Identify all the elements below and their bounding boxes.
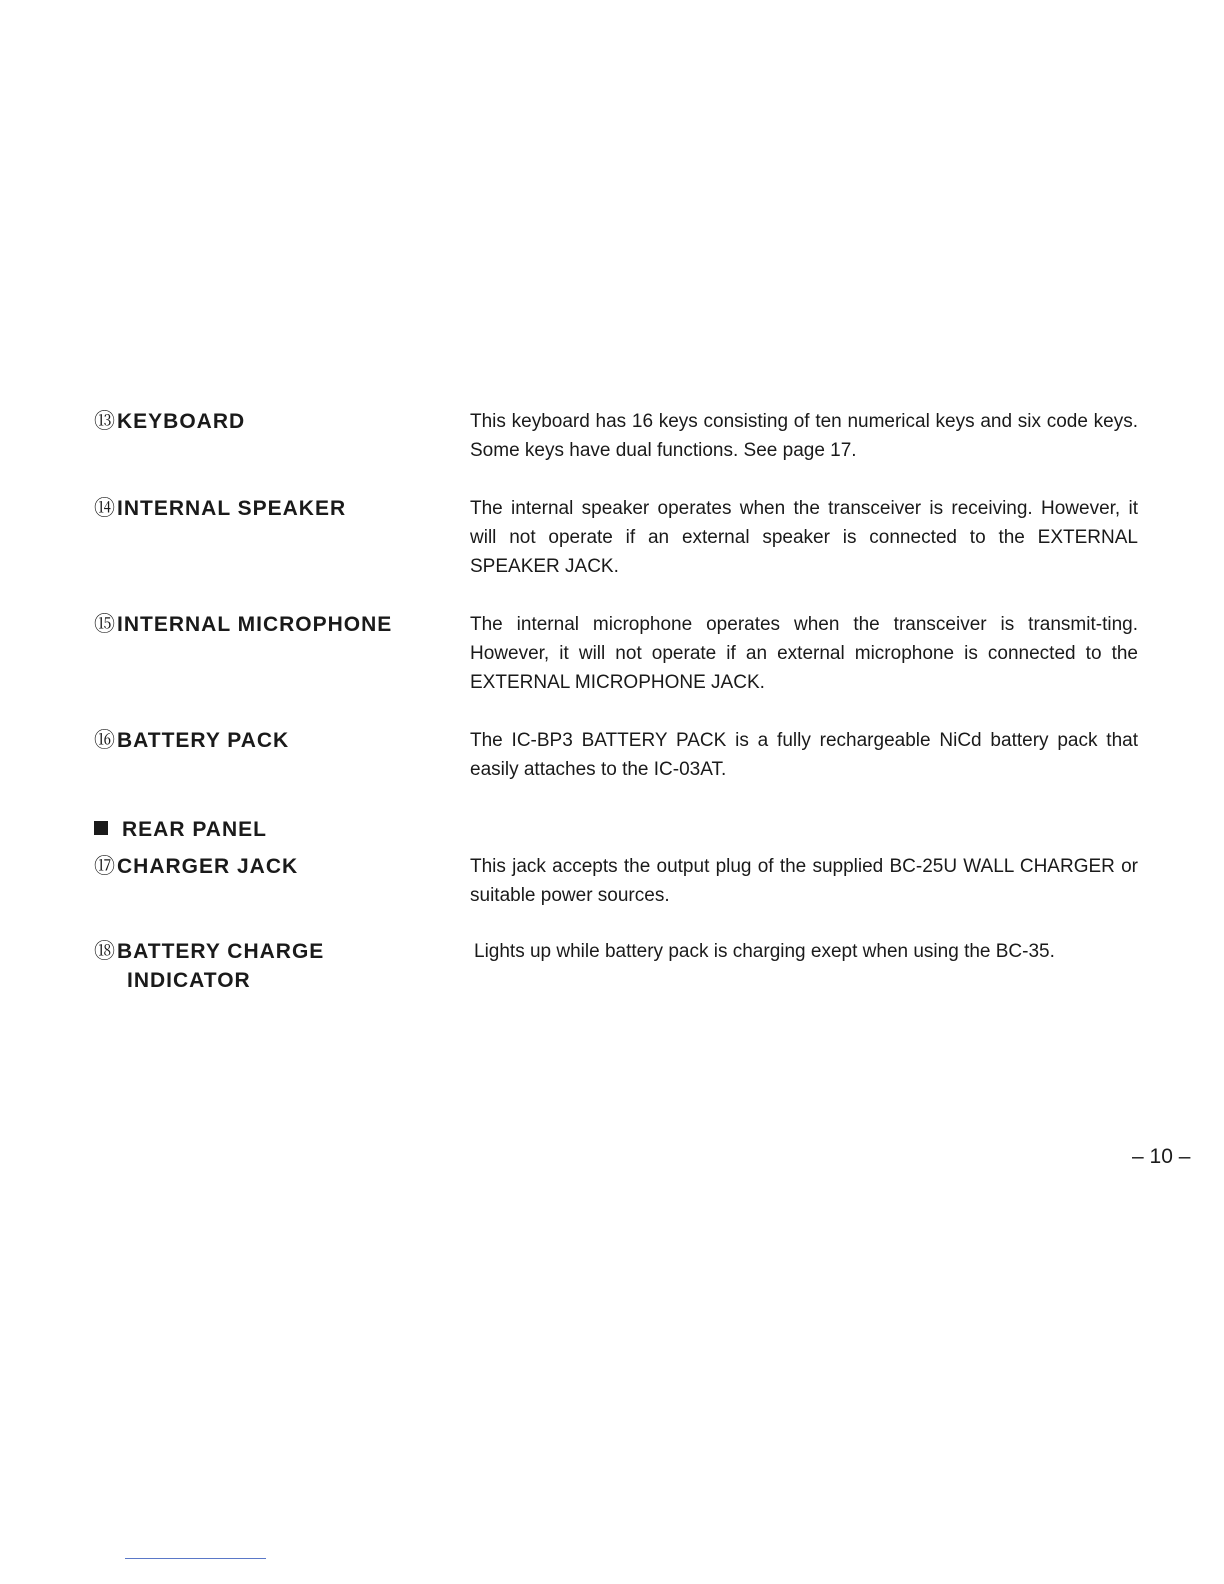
term-label-line2: INDICATOR — [127, 969, 251, 992]
description-keyboard: This keyboard has 16 keys consisting of ten numerical keys and six code keys. Some keys have dual functions. See page 17. — [470, 411, 1138, 461]
description-charger-jack: This jack accepts the output plug of the supplied BC-25U WALL CHARGER or suitable power sources. — [470, 856, 1138, 906]
item-number-15: ⑮ — [94, 613, 115, 636]
page-number: – 10 – — [1132, 1145, 1191, 1168]
square-bullet-icon — [94, 821, 108, 835]
description-internal-microphone: The internal microphone operates when the transceiver is transmit-ting. However, it will not operate if an external microphone is connected to the EXTERNAL MICROPHONE JACK. — [470, 614, 1138, 693]
section-title: REAR PANEL — [122, 818, 267, 841]
description-battery-pack: The IC-BP3 BATTERY PACK is a fully rechargeable NiCd battery pack that easily attaches to the IC-03AT. — [470, 730, 1138, 780]
term-label: INTERNAL SPEAKER — [117, 497, 347, 520]
description-battery-charge-indicator: Lights up while battery pack is charging exept when using the BC-35. — [474, 941, 1055, 962]
item-number-14: ⑭ — [94, 497, 115, 520]
item-number-13: ⑬ — [94, 410, 115, 433]
term-label: BATTERY CHARGE — [117, 940, 325, 963]
term-charger-jack — [94, 852, 454, 881]
section-heading-rear-panel — [94, 815, 267, 844]
term-label: BATTERY PACK — [117, 729, 290, 752]
term-label: INTERNAL MICROPHONE — [117, 613, 393, 636]
item-number-17: ⑰ — [94, 855, 115, 878]
term-label: CHARGER JACK — [117, 855, 299, 878]
term-internal-microphone — [94, 610, 454, 639]
term-battery-charge-indicator — [94, 937, 454, 995]
term-keyboard — [94, 407, 454, 436]
term-label: KEYBOARD — [117, 410, 246, 433]
term-battery-pack — [94, 726, 454, 755]
term-internal-speaker — [94, 494, 454, 523]
description-internal-speaker: The internal speaker operates when the transceiver is receiving. However, it will not operate if an external speaker is connected to the EXTERNAL SPEAKER JACK. — [470, 498, 1138, 577]
item-number-18: ⑱ — [94, 940, 115, 963]
bottom-rule-line — [125, 1558, 266, 1559]
item-number-16: ⑯ — [94, 729, 115, 752]
